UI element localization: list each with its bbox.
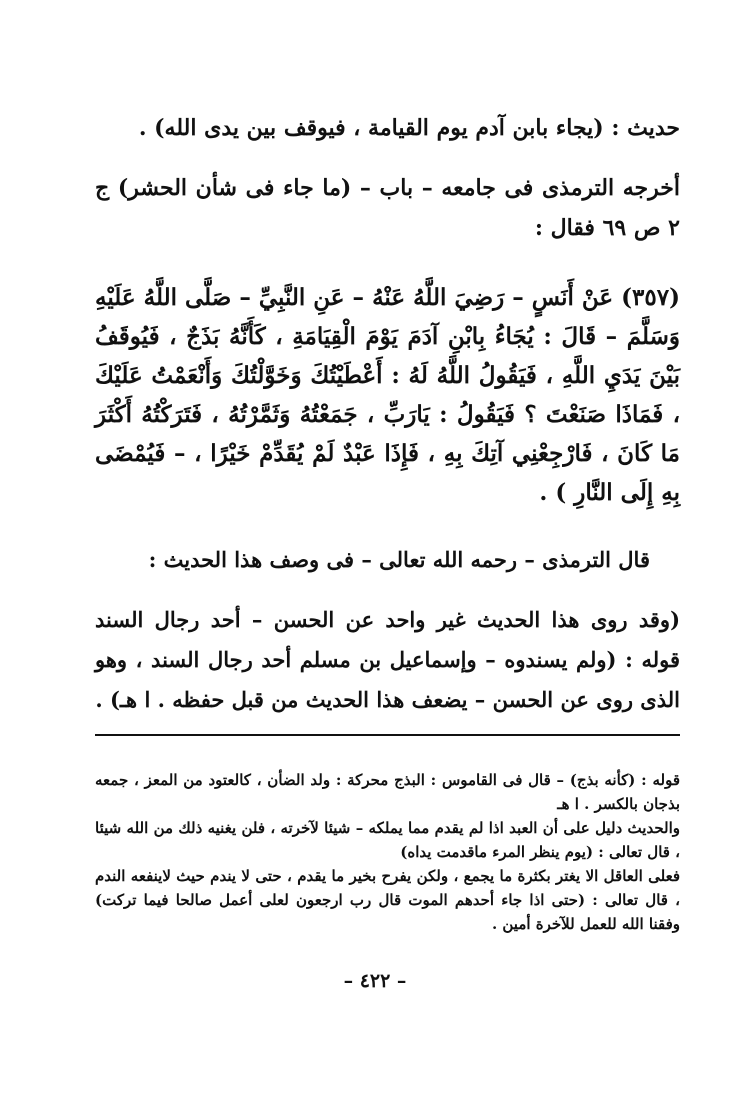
page-number: – ٤٢٢ – (343, 970, 407, 992)
hadith-text: (٣٥٧) عَنْ أَنَسٍ – رَضِيَ اللَّهُ عَنْهُ – عَنِ النَّبِيِّ – صَلَّى اللَّهُ عَلَيْهِ وَسَلَّمَ – قَالَ : يُجَاءُ بِابْنِ آدَمَ يَوْمَ الْقِيَامَةِ ، كَأَنَّهُ بَذَجٌ ، فَيُوقَفُ بَيْنَ يَدَيِ اللَّهِ ، فَيَقُولُ اللَّهُ لَهُ : أَعْطَيْتُكَ وَخَوَّلْتُكَ وَأَنْعَمْتُ عَلَيْكَ ، فَمَاذَا صَنَعْتَ ؟ فَيَقُولُ : يَارَبِّ ، جَمَعْتُهُ وَثَمَّرْتُهُ ، فَتَرَكْتُهُ أَكْثَرَ مَا كَانَ ، فَارْجِعْنِي آتِكَ بِهِ ، فَإِذَا عَبْدٌ لَمْ يُقَدِّمْ خَيْرًا ، – فَيُمْضَى بِهِ إِلَى النَّارِ ) . (95, 284, 680, 506)
tirmidhi-comment-intro: قال الترمذى – رحمه الله تعالى – فى وصف هذا الحديث : (148, 547, 650, 572)
footnote-paragraph: قوله : (كأنه بذج) – قال فى القاموس : البذج محركة : ولد الضأن ، كالعتود من المعز ، جمعه بذجان بالكسر . ا هـ (95, 771, 680, 813)
footnote-paragraph: فعلى العاقل الا يغتر بكثرة ما يجمع ، ولكن يفرح بخير ما يقدم ، حتى لا يندم حيث لاينفعه الندم ، قال تعالى : (حتى اذا جاء أحدهم الموت قال رب ارجعون لعلى أعمل صالحا فيما تركت) وفقنا الله للعمل للآخرة أمين . (95, 867, 680, 933)
footnote-divider (95, 734, 680, 736)
hadith-title: حديث : (يجاء بابن آدم يوم القيامة ، فيوقف بين يدى الله) . (138, 115, 680, 141)
footnote-paragraph: والحديث دليل على أن العبد اذا لم يقدم مما يملكه – شيئا لآخرته ، فلن يغنيه ذلك من الله شيئا ، قال تعالى : (يوم ينظر المرء ماقدمت يداه) (95, 819, 680, 861)
tirmidhi-comment: (وقد روى هذا الحديث غير واحد عن الحسن – أحد رجال السند قوله : (ولم يسندوه – وإسماعيل بن مسلم أحد رجال السند ، وهو الذى روى عن الحسن – يضعف هذا الحديث من قبل حفظه . ا هـ) . (95, 607, 680, 712)
source-reference: أخرجه الترمذى فى جامعه – باب – (ما جاء فى شأن الحشر) ج ٢ ص ٦٩ فقال : (95, 175, 680, 241)
footnotes (95, 768, 680, 936)
